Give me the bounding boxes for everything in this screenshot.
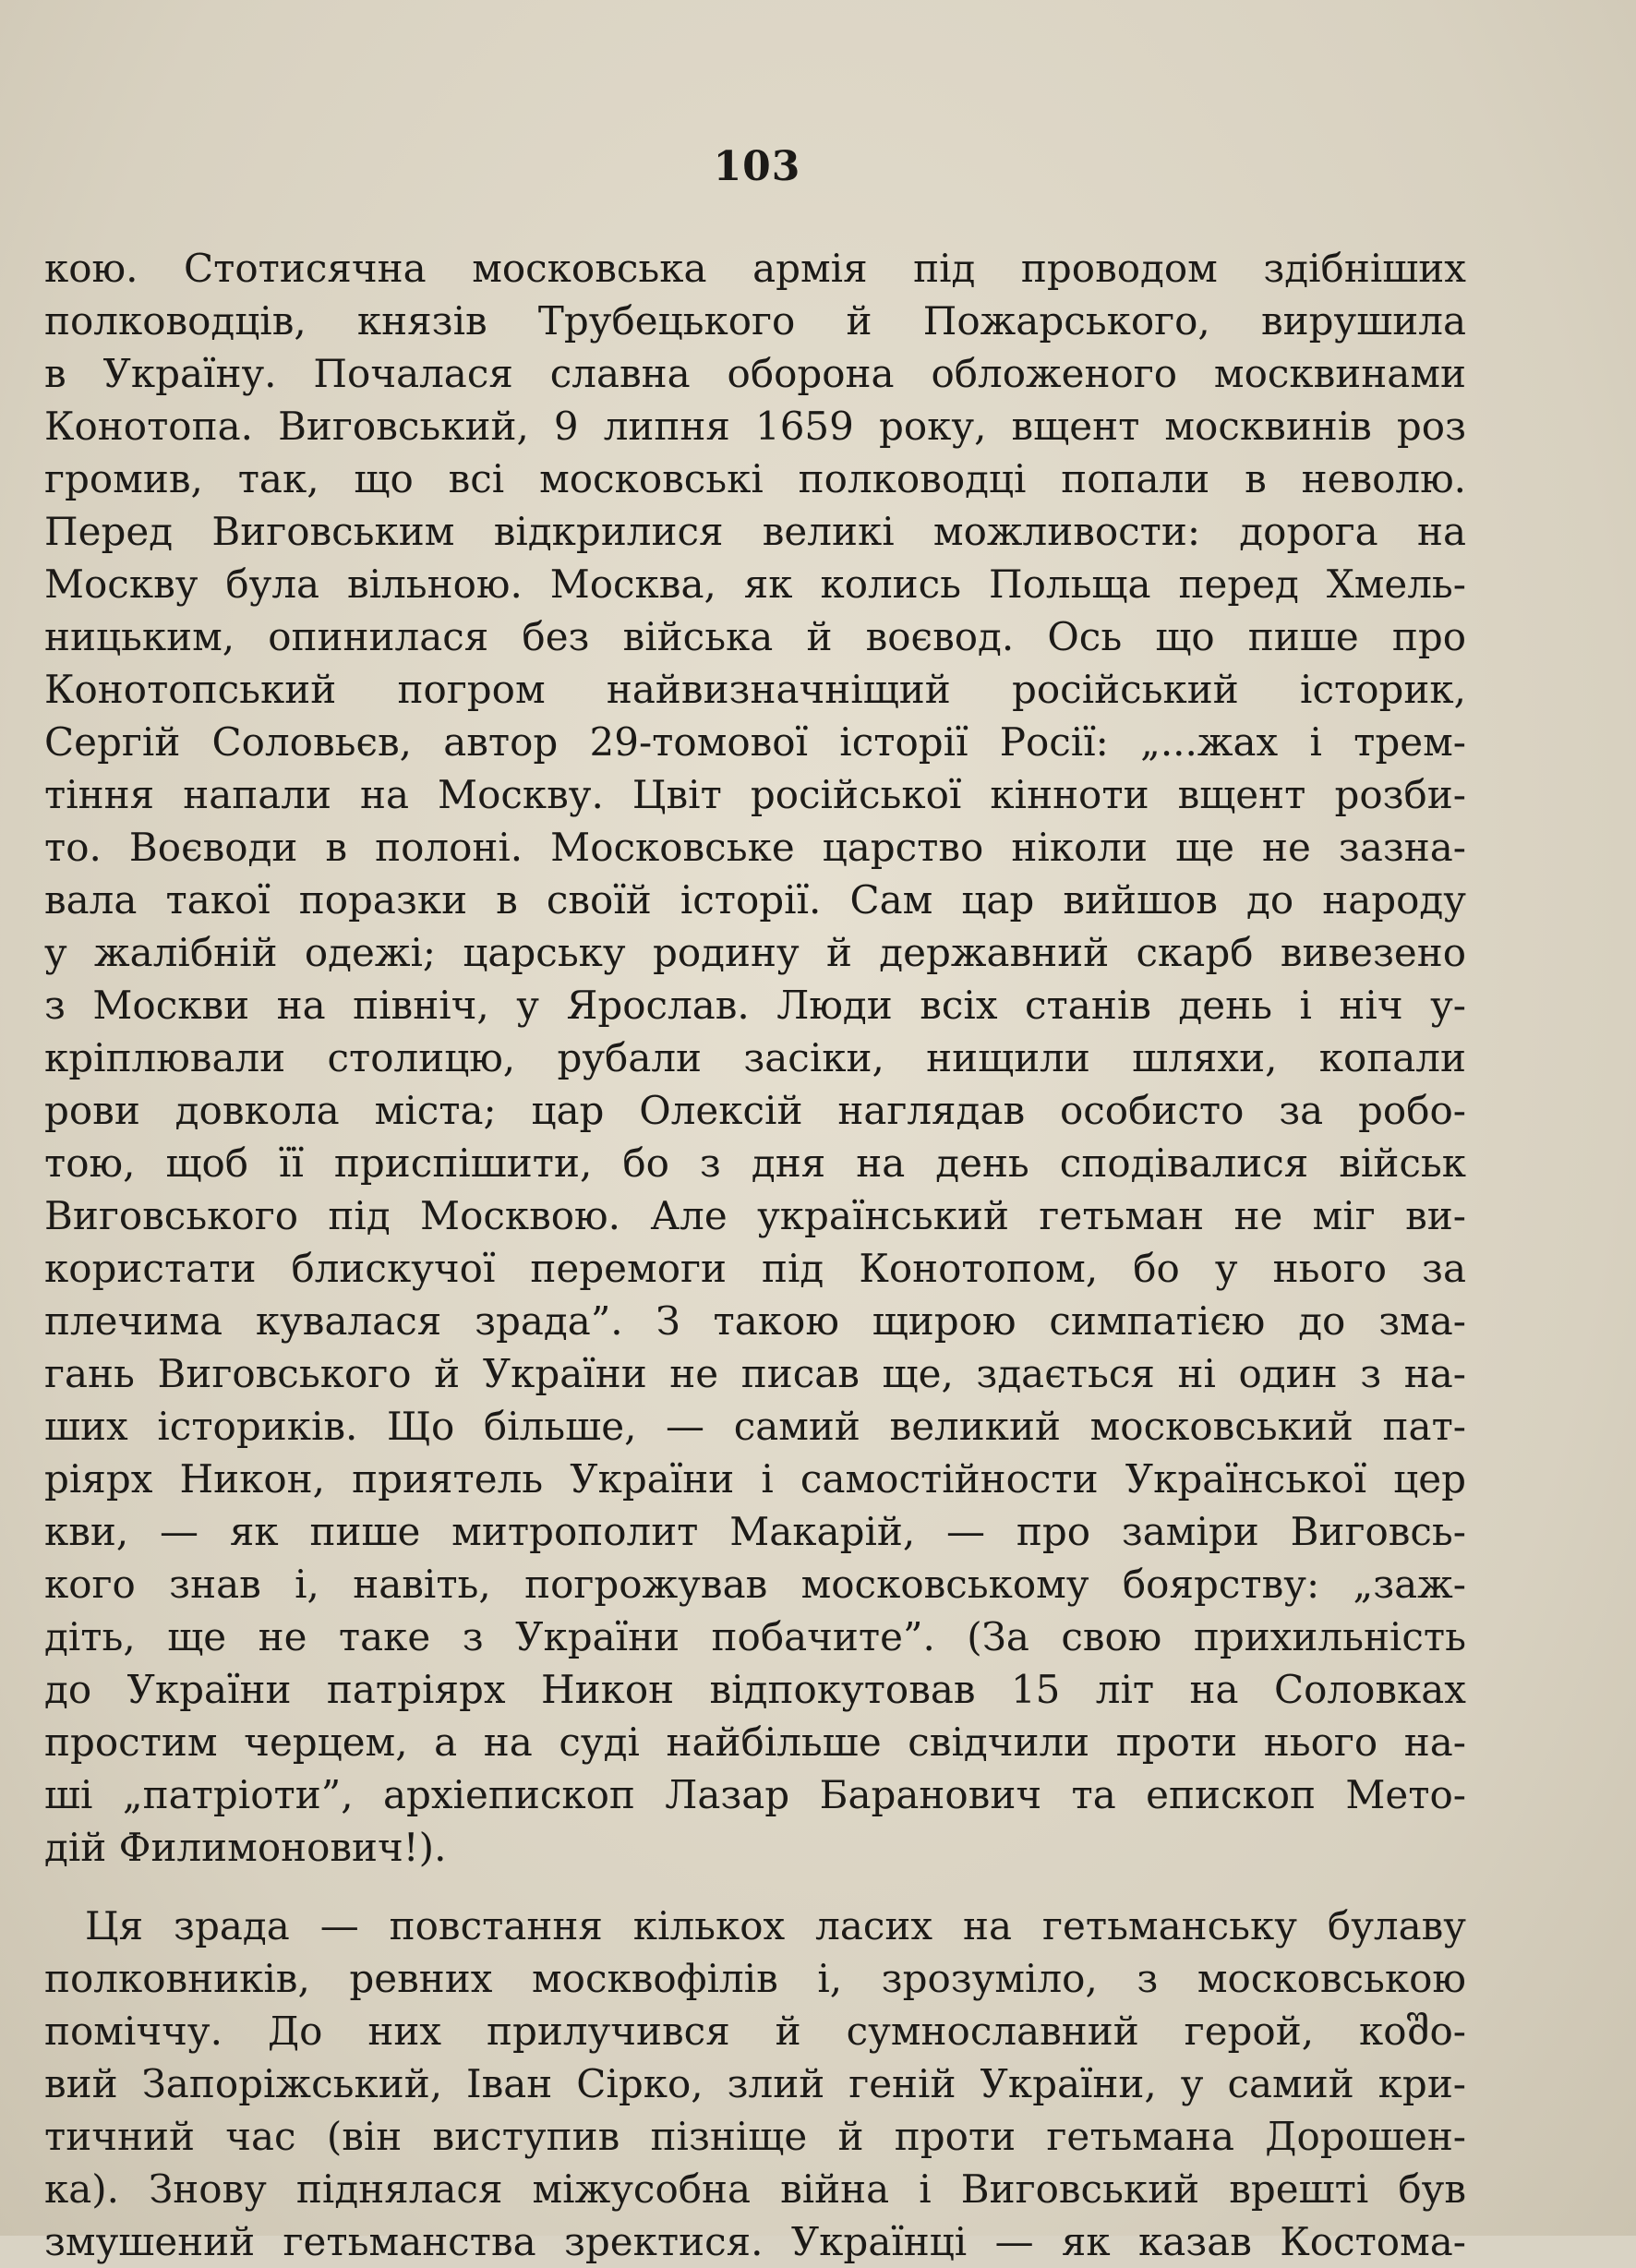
text-line: ницьким, опинилася без війська й воєвод. Ось що пише про [44,614,1466,659]
text-line: Сергій Соловьєв, автор 29-томової історії Росії: „...жах і трем- [44,719,1466,765]
text-line: дій Филимонович!). [44,1825,447,1870]
text-line: у жалібній одежі; царську родину й державний скарб вивезено [44,930,1466,975]
text-line: ші „патріоти”, архіепископ Лазар Баранович та епископ Мето- [44,1772,1466,1817]
text-line: простим черцем, а на суді найбільше свідчили проти нього на- [44,1719,1466,1765]
text-line: кого знав і, навіть, погрожував московському боярству: „заж- [44,1562,1466,1607]
paragraph-gap [44,1874,1466,1900]
text-line: рови довкола міста; цар Олексій наглядав особисто за робо- [44,1088,1466,1133]
text-line: тіння напали на Москву. Цвіт російської кінноти вщент розби- [44,772,1466,817]
text-line: тою, щоб її приспішити, бо з дня на день сподівалися військ [44,1140,1466,1186]
text-line: громив, так, що всі московські полководці попали в неволю. [44,456,1466,501]
text-line: Конотопський погром найвизначніщий російський історик, [44,667,1466,712]
text-line: Конотопа. Виговський, 9 липня 1659 року, вщент москвинів роз [44,404,1466,449]
text-line: кви, — як пише митрополит Макарій, — про заміри Виговсь- [44,1509,1466,1554]
page-number: 103 [713,143,801,190]
text-line: то. Воєводи в полоні. Московське царство ніколи ще не зазна- [44,825,1466,870]
text-line: ріярх Никон, приятель України і самостійности Української цер [44,1456,1466,1502]
text-line: змушений гетьманства зректися. Українці — як казав Костома- [44,2219,1466,2264]
text-line: тичний час (він виступив пізніще й проти гетьмана Дорошен- [44,2114,1466,2159]
paragraph-2 [44,1900,1466,2268]
text-line: ка). Знову піднялася міжусобна війна і Виговський врешті був [44,2166,1466,2212]
text-line: Москву була вільною. Москва, як колись Польща перед Хмель- [44,561,1466,607]
text-line: Виговського під Москвою. Але український гетьман не міг ви- [44,1193,1466,1238]
text-line: полководців, князів Трубецького й Пожарського, вирушила [44,298,1466,344]
text-line: з Москви на північ, у Ярослав. Люди всіх станів день і ніч у- [44,983,1466,1028]
text-line: до України патріярх Никон відпокутовав 15 літ на Соловках [44,1667,1466,1712]
text-line: Перед Виговським відкрилися великі можливости: дорога на [44,509,1466,554]
text-line: поміччу. До них прилучився й сумнославний герой, коშо- [44,2009,1466,2054]
text-line: полковників, ревних москвофілів і, зрозуміло, з московською [44,1956,1466,2001]
text-line: в Україну. Почалася славна оборона обложеного москвинами [44,351,1466,396]
text-body [44,242,1466,2268]
text-line: ших істориків. Що більше, — самий великий московський пат- [44,1404,1466,1449]
text-line: вий Запоріжський, Іван Сірко, злий геній України, у самий кри- [44,2061,1466,2106]
text-line: діть, ще не таке з України побачите”. (За свою прихильність [44,1614,1466,1659]
text-line: користати блискучої перемоги під Конотопом, бо у нього за [44,1246,1466,1291]
paragraph-1 [44,242,1466,1874]
text-line: кріплювали столицю, рубали засіки, нищили шляхи, копали [44,1035,1466,1080]
text-line: Ця зрада — повстання кількох ласих на гетьманську булаву [85,1903,1466,1948]
text-line: вала такої поразки в своїй історії. Сам цар вийшов до народу [44,877,1466,923]
text-line: кою. Стотисячна московська армія під проводом здібніших [44,246,1466,291]
text-line: плечима кувалася зрада”. З такою щирою симпатією до зма- [44,1298,1466,1344]
text-line: гань Виговського й України не писав ще, здається ні один з на- [44,1351,1466,1396]
